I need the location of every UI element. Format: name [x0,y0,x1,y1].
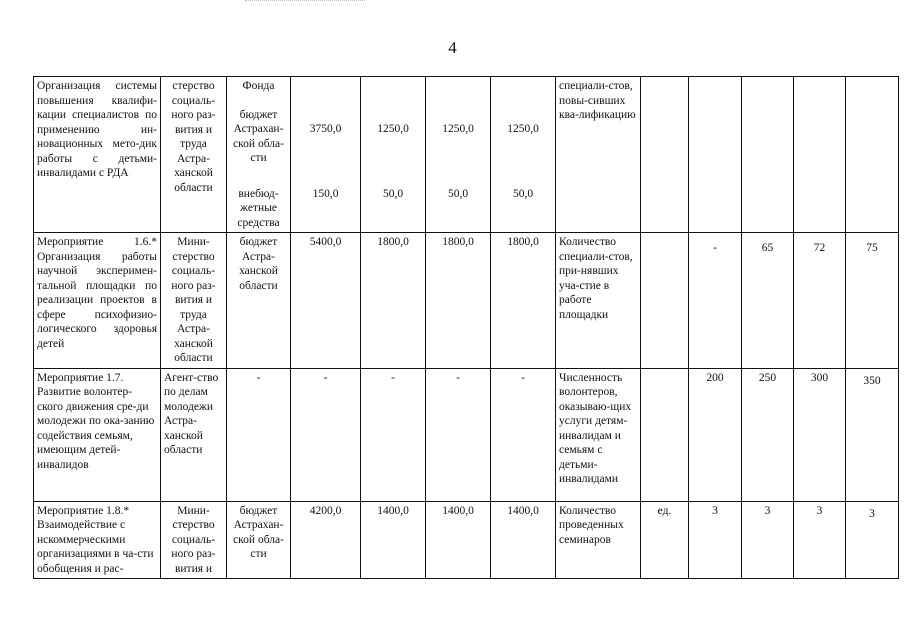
activity-cell: Мероприятие 1.7. Развитие волонтер-ского движения сре-ди молодежи по ока-занию содействия семьям, имеющим детей-инвалидов [34,368,161,501]
value-cell: 200 [689,368,742,501]
source-cell: Фонда бюджет Астрахан-ской обла-сти внебюд-жетные средства [227,77,291,233]
unit-cell: ед. [641,501,689,579]
value-cell: - [689,233,742,369]
source-cell: бюджет Астрахан-ской обла-сти [227,501,291,579]
value-cell: 300 [794,368,846,501]
source-cell: бюджет Астра-ханской области [227,233,291,369]
total-cell: 4200,0 [291,501,361,579]
year3-cell: 1800,0 [491,233,556,369]
executor-cell: стерство социаль-ного раз-вития и труда Астра-ханской области [161,77,227,233]
value-cell [742,77,794,233]
year2-cell: 1250,0 50,0 [426,77,491,233]
total-cell: 5400,0 [291,233,361,369]
value-cell: 3 [846,501,899,579]
year3-cell: 1250,0 50,0 [491,77,556,233]
indicator-cell: Количество проведенных семинаров [556,501,641,579]
activity-cell: Мероприятие 1.6.* Организация работы научной эксперимен-тальной площадки по реализации проектов в сфере психофизио-логического здоровья детей [34,233,161,369]
value-cell [794,77,846,233]
year1-cell: 1800,0 [361,233,426,369]
value-cell: 250 [742,368,794,501]
activity-cell: Мероприятие 1.8.* Взаимодействие с нскоммерческими организациями в ча-сти обобщения и рас- [34,501,161,579]
page-number: 4 [448,38,457,57]
scan-artifact [245,0,365,4]
year1-cell: 1400,0 [361,501,426,579]
year2-cell: 1800,0 [426,233,491,369]
year2-cell: 1400,0 [426,501,491,579]
year1-cell: - [361,368,426,501]
value-cell: 350 [846,368,899,501]
unit-cell [641,233,689,369]
executor-cell: Агент-ство по делам молодежи Астра-ханской области [161,368,227,501]
total-cell: 3750,0 150,0 [291,77,361,233]
value-cell: 3 [689,501,742,579]
value-cell [846,77,899,233]
table-row [34,233,899,369]
year3-cell: - [491,368,556,501]
year3-cell: 1400,0 [491,501,556,579]
indicator-cell: Количество специали-стов, при-нявших уча-стие в работе площадки [556,233,641,369]
activity-cell: Организация системы повышения квалифи-кации специалистов по применению ин-новационных мето-дик работы с детьми-инвалидами с РДА [34,77,161,233]
year2-cell: - [426,368,491,501]
source-cell: - [227,368,291,501]
executor-cell: Мини-стерство социаль-ного раз-вития и [161,501,227,579]
total-cell: - [291,368,361,501]
unit-cell [641,77,689,233]
value-cell: 65 [742,233,794,369]
value-cell: 3 [794,501,846,579]
table-row [34,368,899,501]
value-cell [689,77,742,233]
table-row [34,501,899,579]
indicator-cell: Численность волонтеров, оказываю-щих услуги детям-инвалидам и семьям с детьми-инвалидами [556,368,641,501]
year1-cell: 1250,0 50,0 [361,77,426,233]
unit-cell [641,368,689,501]
value-cell: 3 [742,501,794,579]
executor-cell: Мини-стерство социаль-ного раз-вития и труда Астра-ханской области [161,233,227,369]
table-row [34,77,899,233]
value-cell: 75 [846,233,899,369]
indicator-cell: специали-стов, повы-сивших ква-лификацию [556,77,641,233]
value-cell: 72 [794,233,846,369]
program-table [33,76,899,579]
